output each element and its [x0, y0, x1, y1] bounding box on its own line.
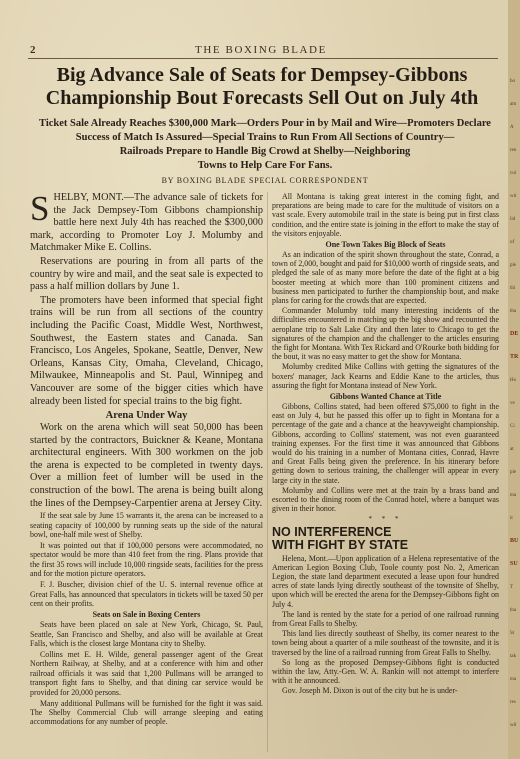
subhead-seats: Seats on Sale in Boxing Centers	[92, 610, 201, 620]
drop-cap: S	[30, 192, 50, 228]
article-paragraph: Molumby and Collins were met at the train by a brass band and escorted to the dining room of the Conrad hotel, where a banquet was given in their honor.	[272, 485, 499, 514]
article-paragraph: This land lies directly southeast of Shelby, its corner nearest to the town being about a quarter of a mile southeast of the townsite, and it is traversed by the line of a railroad running from Great Falls to Shelby.	[272, 629, 499, 657]
edge-fragment: tha	[510, 608, 517, 613]
article-paragraph: Many additional Pullmans will be furnished for the fight it was said. The Shelby Commercial Club will arrange sleeping and eating accommodations for any number of people.	[30, 698, 263, 727]
lead-paragraph: SHELBY, MONT.—The advance sale of tickets for the Jack Dempsey-Tom Gibbons championship battle here next July 4th has reached the $300,000 mark, according to Promoter Loy J. Molumby and Matchmaker Mike E. Collins.	[30, 192, 263, 254]
edge-fragment: T	[510, 585, 514, 590]
edge-fragment: DE	[510, 331, 519, 337]
headline-line-1: Big Advance Sale of Seats for Dempsey-Gibbons	[56, 64, 468, 86]
edge-fragment: tha	[510, 309, 517, 314]
article-paragraph: If the seat sale by June 15 warrants it, the arena can be increased to a seating capacity of 100,000 by running seats up the side of the natural bowl, one-half mile west of Shelby.	[30, 511, 263, 540]
edge-fragment: thi	[510, 286, 516, 291]
article-paragraph: F. J. Buscher, division chief of the U. S. internal revenue office at Great Falls, has announced that speculators in tickets will be taxed 50 per cent on their profits.	[30, 580, 263, 608]
article-paragraph: Commander Molumby told many interesting incidents of the difficulties encountered in matching up the big show and recounted the aeroplane trip to Salt Lake City and then later to Chicago to get the signatures of the champion and the challenger to the articles ensuring the fight for Montana. With Tex Rickard and O'Rourke both bidding for the bout, it was no easy matter to get the show for Montana.	[272, 306, 499, 362]
article-paragraph: As an indication of the spirit shown throughout the state, Conrad, a town of 2,000, bought and paid for $10,000 worth of ringside seats, and pledged the sale of as many more before the date of the fight at a big booster meeting at which more than 100 prominent citizens and business men participated to further the championship bout, and make plans for caring for the crowds that are expected.	[272, 250, 499, 306]
edge-fragment: ve	[510, 401, 515, 406]
article-paragraph: It was pointed out that if 100,000 persons were accommodated, no spectator would be more than 410 feet from the ring. Plans provide that the first 35 rows will include 10,000 ringside seats, facilities for the press and for the motion picture operators.	[30, 540, 263, 579]
edge-fragment: at	[510, 447, 514, 452]
article-paragraph: Helena, Mont.—Upon application of a Helena representative of the American Legion Boxing Club, Toole county post No. 2, American Legion, the state land department executed a lease upon four hundred acres of state lands lying directly southeast of the townsite of Shelby, upon which will be erected the arena for the Dempsey-Gibbons fight on July 4.	[272, 553, 499, 609]
masthead: THE BOXING BLADE	[195, 44, 327, 56]
edge-fragment: tak	[510, 654, 517, 659]
edge-fragment: ple	[510, 470, 517, 475]
deck-line-4: Towns to Help Care For Fans.	[197, 160, 333, 171]
right-column	[272, 192, 499, 752]
article-paragraph: Collins met E. H. Wilde, general passenger agent of the Great Northern Railway, at Shelby, and at a conference with him and other railroad officials it was said that 1,200 Pullmans will be arranged to transport fight fans to Shelby, and that dining car service would be provided for 20,000 persons.	[30, 650, 263, 697]
column-gutter	[267, 192, 268, 752]
edge-fragment: am	[510, 102, 517, 107]
article-paragraph: Gibbons, Collins stated, had been offered $75,000 to fight in the east on July 4, but he passed this offer up to fight in Montana for a percentage of the gate and a chance at the heavyweight championship. Gibbons, according to Collins' statement, was not even guaranteed training expenses. For the first time it was announced that Gibbons would do his training in a number of Montana cities, Conrad, Havre and Great Falls being given the preference. In his itinerary before getting down to serious training, the challenger will appear in every large city in the state.	[272, 402, 499, 485]
edge-fragment: Ho	[510, 378, 517, 383]
edge-fragment: ren	[510, 148, 517, 153]
left-column	[30, 192, 263, 752]
edge-fragment: lid	[510, 217, 516, 222]
edge-fragment: cui	[510, 171, 517, 176]
article-paragraph: The land is rented by the state for a period of one railroad running from Great Falls to Shelby.	[272, 609, 499, 628]
main-headline	[22, 64, 502, 110]
edge-fragment: ma	[510, 493, 517, 498]
headline-deck	[30, 117, 500, 173]
edge-fragment: St	[510, 631, 515, 636]
edge-fragment: wil	[510, 723, 517, 728]
header-rule	[28, 58, 498, 59]
article-paragraph: Molumby credited Mike Collins with getting the signatures of the boxers' manager, Jack Kearns and Eddie Kane to the articles, thus assuring the fight for Montana instead of New York.	[272, 362, 499, 390]
edge-fragment: BU	[510, 538, 519, 544]
subhead-gibbons: Gibbons Wanted Chance at Title	[329, 392, 442, 402]
deck-line-1: Ticket Sale Already Reaches $300,000 Mark—Orders Pour in by Mail and Wire—Promoters Declare	[39, 118, 491, 129]
article-paragraph: The promoters have been informed that special fight trains will be run from all sections of the country including the Pacific Coast, Middle West, Northwest, Southwest, the Eastern states and Canada. San Francisco, Los Angeles, Spokane, Seattle, Denver, New Orleans, Kansas City, Omaha, Cleveland, Chicago, Milwaukee, Minneapolis and St. Paul, Winnipeg and Vancouver are some of the bigger cities which have already been listed for special trains to the big fight.	[30, 294, 263, 407]
edge-fragment: ple	[510, 263, 517, 268]
edge-fragment: A	[510, 125, 514, 130]
edge-fragment: wit	[510, 194, 517, 199]
article-paragraph: All Montana is taking great interest in the coming fight, and preparations are being made to care for the multitude of visitors on a vast scale. Every automobile trail in the state is being put in first class condition, and the entire state is joining in the effort to make the stay of the visitors enjoyable.	[272, 192, 499, 238]
running-head	[30, 44, 500, 58]
edge-fragment: bo	[510, 79, 515, 84]
article-paragraph: Gov. Joseph M. Dixon is out of the city but he is under-	[282, 686, 458, 696]
byline: BY BOXING BLADE SPECIAL CORRESPONDENT	[161, 176, 369, 185]
headline-line-2: Championship Bout Forecasts Sell Out on July 4th	[45, 87, 479, 109]
deck-line-3: Railroads Prepare to Handle Big Crowd at Shelby—Neighboring	[119, 146, 411, 157]
edge-fragment: TR	[510, 354, 519, 360]
subhead-arena: Arena Under Way	[105, 410, 188, 422]
section-stars: * * *	[368, 514, 403, 523]
article-paragraph: So long as the proposed Dempsey-Gibbons fight is conducted within the law, Atty.-Gen. W. A. Rankin will not attempt to interfere with it he announced.	[272, 657, 499, 686]
edge-fragment: res	[510, 700, 516, 705]
article-paragraph: Seats have been placed on sale at New York, Chicago, St. Paul, Seattle, San Francisco and Shelby, and also will be available at Great Falls, which is the closest large Montana city to Shelby.	[30, 620, 263, 649]
edge-fragment: of	[510, 240, 515, 245]
adjacent-page-edge	[508, 0, 520, 759]
page-number: 2	[30, 44, 36, 56]
no-interference-headline: NO INTERFERENCE WITH FIGHT BY STATE	[272, 524, 409, 552]
deck-line-2: Success of Match Is Assured—Special Trains to Run From All Sections of Country—	[75, 132, 455, 143]
edge-fragment: Ci	[510, 424, 515, 429]
subhead-one-town: One Town Takes Big Block of Seats	[325, 240, 446, 250]
article-paragraph: Work on the arena which will seat 50,000 has been started by the contractors, Buickner & Keane, Montana architectural engineers. With 300 workmen on the job the arena is expected to be completed in twenty days. Over a million feet of lumber will be used in the construction of the bowl. The arena is being built along the lines of the Dempsey-Carpentier arena at Jersey City.	[30, 422, 263, 509]
edge-fragment: it	[510, 516, 513, 521]
edge-fragment: SU	[510, 561, 518, 567]
article-paragraph: Reservations are pouring in from all parts of the country by wire and mail, and the seat sale is expected to pass a half million dollars by June 1.	[30, 255, 263, 293]
edge-fragment: ma	[510, 677, 517, 682]
